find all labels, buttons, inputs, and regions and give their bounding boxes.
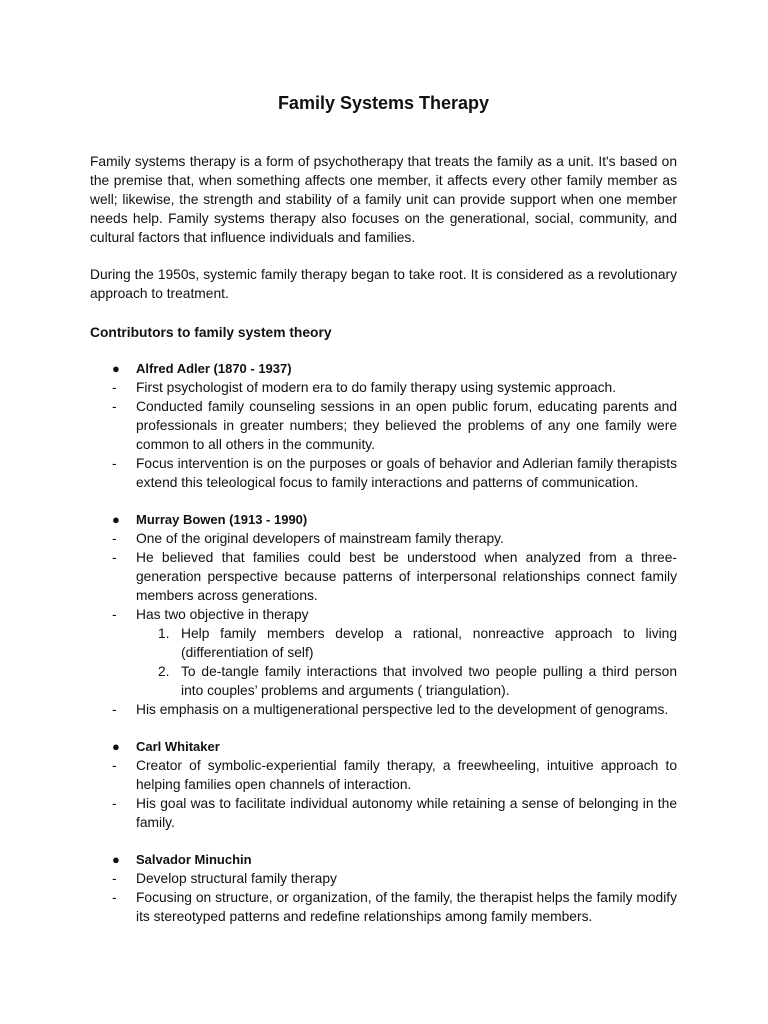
contributor-name: [90, 737, 677, 756]
list-item: [90, 869, 677, 888]
list-item-text: Has two objective in therapy: [136, 607, 309, 622]
contributor-name-text: Alfred Adler (1870 - 1937): [136, 361, 292, 376]
contributor-name: [90, 359, 677, 378]
dash-marker: -: [112, 399, 117, 414]
dash-marker: -: [112, 702, 117, 717]
document-page: [90, 90, 677, 944]
list-item-text: His emphasis on a multigenerational perspective led to the development of genograms.: [136, 702, 669, 717]
contributor-adler: [90, 359, 677, 492]
numbered-item-text: Help family members develop a rational, nonreactive approach to living (differentiation of self): [181, 626, 677, 660]
bullet-icon: ●: [112, 361, 120, 376]
dash-marker: -: [112, 607, 117, 622]
dash-marker: -: [112, 380, 117, 395]
contributor-bowen: [90, 510, 677, 719]
contributor-name: [90, 510, 677, 529]
page-title: Family Systems Therapy: [277, 93, 490, 113]
bullet-icon: ●: [112, 512, 120, 527]
list-item-text: His goal was to facilitate individual autonomy while retaining a sense of belonging in the family.: [136, 796, 677, 830]
numbered-item: [90, 624, 677, 662]
number-marker: 1.: [158, 626, 170, 641]
history-paragraph: During the 1950s, systemic family therapy began to take root. It is considered as a revolutionary approach to treatment.: [90, 267, 677, 301]
contributor-name-text: Carl Whitaker: [136, 739, 220, 754]
list-item: [90, 756, 677, 794]
list-item: [90, 794, 677, 832]
list-item: [90, 529, 677, 548]
bullet-icon: ●: [112, 739, 120, 754]
dash-marker: -: [112, 456, 117, 471]
list-item-text: Develop structural family therapy: [136, 871, 337, 886]
list-item-text: He believed that families could best be understood when analyzed from a three-generation perspective because patterns of interpersonal relationships connect family members across generations.: [136, 550, 677, 603]
dash-marker: -: [112, 890, 117, 905]
list-item-text: Conducted family counseling sessions in an open public forum, educating parents and professionals in greater numbers; they believed the problems of any one family were common to all others in the community.: [136, 399, 677, 452]
numbered-item-text: To de-tangle family interactions that involved two people pulling a third person into couples’ problems and arguments ( triangulation).: [181, 664, 677, 698]
list-item-text: First psychologist of modern era to do family therapy using systemic approach.: [136, 380, 617, 395]
list-item: [90, 378, 677, 397]
list-item: [90, 700, 677, 719]
bullet-icon: ●: [112, 852, 120, 867]
list-item-text: Focusing on structure, or organization, of the family, the therapist helps the family modify its stereotyped patterns and redefine relationships among family members.: [136, 890, 677, 924]
number-marker: 2.: [158, 664, 170, 679]
list-item: [90, 454, 677, 492]
contributor-whitaker: [90, 737, 677, 832]
list-item: [90, 548, 677, 605]
list-item: [90, 605, 677, 624]
intro-paragraph: Family systems therapy is a form of psychotherapy that treats the family as a unit. It's based on the premise that, when something affects one member, it affects every other family member as well; likewise, the strength and stability of a family unit can provide support when one member needs help. Family systems therapy also focuses on the generational, social, community, and cultural factors that influence individuals and families.: [90, 154, 677, 245]
dash-marker: -: [112, 758, 117, 773]
list-item: [90, 397, 677, 454]
dash-marker: -: [112, 796, 117, 811]
contributor-minuchin: [90, 850, 677, 926]
dash-marker: -: [112, 550, 117, 565]
list-item-text: Focus intervention is on the purposes or goals of behavior and Adlerian family therapists extend this teleological focus to family interactions and patterns of communication.: [136, 456, 677, 490]
numbered-item: [90, 662, 677, 700]
section-heading: Contributors to family system theory: [90, 325, 332, 340]
list-item-text: One of the original developers of mainstream family therapy.: [136, 531, 504, 546]
list-item-text: Creator of symbolic-experiential family therapy, a freewheeling, intuitive approach to helping families open channels of interaction.: [136, 758, 677, 792]
list-item: [90, 888, 677, 926]
contributor-name: [90, 850, 677, 869]
contributor-name-text: Salvador Minuchin: [136, 852, 252, 867]
dash-marker: -: [112, 871, 117, 886]
dash-marker: -: [112, 531, 117, 546]
contributor-name-text: Murray Bowen (1913 - 1990): [136, 512, 308, 527]
